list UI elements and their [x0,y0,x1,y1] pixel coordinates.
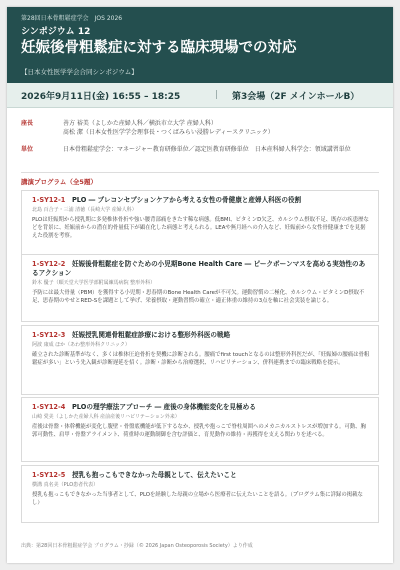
talk-title-text: 妊娠授乳関連骨粗鬆症診療における整形外科医の戦略 [71,331,231,339]
talk-code: 1-SY12-1 [32,196,66,204]
talk-code: 1-SY12-3 [32,331,66,339]
talk-abstract: 産後は骨盤・体幹機能が変化し腹壁・骨盤底機能が低下するなか、授乳や抱っこで脊柱周囲へのメカニカルストレスが増加する。可動、胸郭可動性、肩甲・骨盤アライメント、荷重時の運動制御を含む評価と、育児動作の維持・再獲得を支える関わりを述べる。 [32,424,366,438]
talk-abstract: PLOは妊娠期から授乳期に多発椎体骨折や強い腰背部痛をきたす稀な病態。低BMI、ビタミンD欠乏、カルシウム摂取不足、既存の疾患歴などを背景に、妊娠前からの潜在的骨量低下が顕在化した病態と考えられる。LEAや無月経への介入など、妊娠前から女性骨健康までを見据えた役割を考察。 [32,217,369,239]
talk-speaker: 鈴木 優子（順天堂大学医学部附属練馬病院 整形外科） [32,280,156,286]
joint-symposium-note: 【日本女性医学学会合同シンポジウム】 [21,68,138,76]
talk-code: 1-SY12-2 [32,260,66,268]
section-divider [21,172,379,173]
chairs-label: 座長 [21,120,34,127]
talk-title-text: 授乳も抱っこもできなかった母親として、伝えたいこと [71,471,237,479]
talk-title [32,331,370,340]
talk-card [21,465,379,523]
datebar-separator: ｜ [212,91,222,101]
session-datetime: 2026年9月11日(金) 16:55 – 18:25 [21,92,181,102]
session-venue: 第3会場（2F メインホールB） [232,92,360,102]
talk-speaker: 山崎 愛美（よしかた産婦人科 産前産後リハビリテーション外来） [32,414,180,420]
talk-card [21,325,379,395]
talk-title [32,471,370,480]
units-label: 単位 [21,146,34,153]
talk-speaker: 阿波 康成 ほか（あわ整形外科クリニック） [32,342,130,348]
talk-abstract: 予防には最大骨量（PBM）を獲得する小児期・思春期のBone Health Careが不可欠。運動習慣の二極化、カルシウム・ビタミンD摂取不足、思春期のやせとRED-Sを課題として挙げ、栄養摂取・運動習慣の確立・適正体重の維持の3点を軸に社会実装を論じる。 [32,290,365,304]
talk-title-text: PLO ― プレコンセプションケアから考える女性の骨健康と産婦人科医の役割 [71,196,302,204]
talk-title [32,260,370,278]
talk-title-text: 妊娠後骨粗鬆症を防ぐための小児期Bone Health Care ― ピークボーンマスを高める実効性のあるアクション [32,260,366,277]
program-heading: 講演プログラム（全5題） [21,178,97,186]
header-banner [7,7,393,83]
talk-title-text: PLOの理学療法アプローチ ― 産後の身体機能変化を見極める [71,403,256,411]
talk-abstract: 確立された診断基準がなく、多くは椎体圧迫骨折を契機に診断される。腰痛でfirst touchとなるのは整形外科医だが、「妊娠婦の腰痛は骨粗鬆症が多い」という先入観が診断遅延を招く。診断・診断から治療選択、リハビリテーション、併科連携までの臨床戦略を提示。 [32,352,370,366]
talk-code: 1-SY12-5 [32,471,66,479]
talk-card [21,254,379,322]
chairs-list [63,119,383,137]
talk-card [21,190,379,258]
source-footer: 出典：第28回日本骨粗鬆症学会 プログラム・抄録（© 2026 Japan Osteoporosis Society）より作成 [21,543,253,549]
talk-card [21,397,379,462]
units-text: 日本骨粗鬆症学会：マネージャー教育研修単位／認定医教育研修単位 日本産科婦人科学会：領域講習単位 [63,146,351,153]
talk-abstract: 授乳も抱っこもできなかった当事者として、PLOを経験した母親の立場から医療者に伝えたいことを語る。（プログラム集に詳録の掲載なし） [32,492,363,506]
date-venue-bar [7,83,393,108]
chair-name: 髙松 潔（日本女性医学学会理事長・つくばみらい浸勝レディースクリニック） [63,129,274,136]
talk-speaker: 横溝 真名美（PLO患者代表） [32,482,99,488]
document-page [7,7,393,563]
talk-title [32,403,370,412]
chair-name: 善方 裕美（よしかた産婦人科／横浜市立大学 産婦人科） [63,120,217,127]
symposium-number: シンポジウム 12 [21,27,91,37]
talk-speaker: 北島 百合子・三浦 清徳（長崎大学 産婦人科） [32,207,137,213]
talk-title [32,196,370,205]
talk-code: 1-SY12-4 [32,403,66,411]
symposium-title: 妊娠後骨粗鬆症に対する臨床現場での対応 [21,40,297,56]
conference-name: 第28回日本骨粗鬆症学会 JOS 2026 [21,15,123,22]
